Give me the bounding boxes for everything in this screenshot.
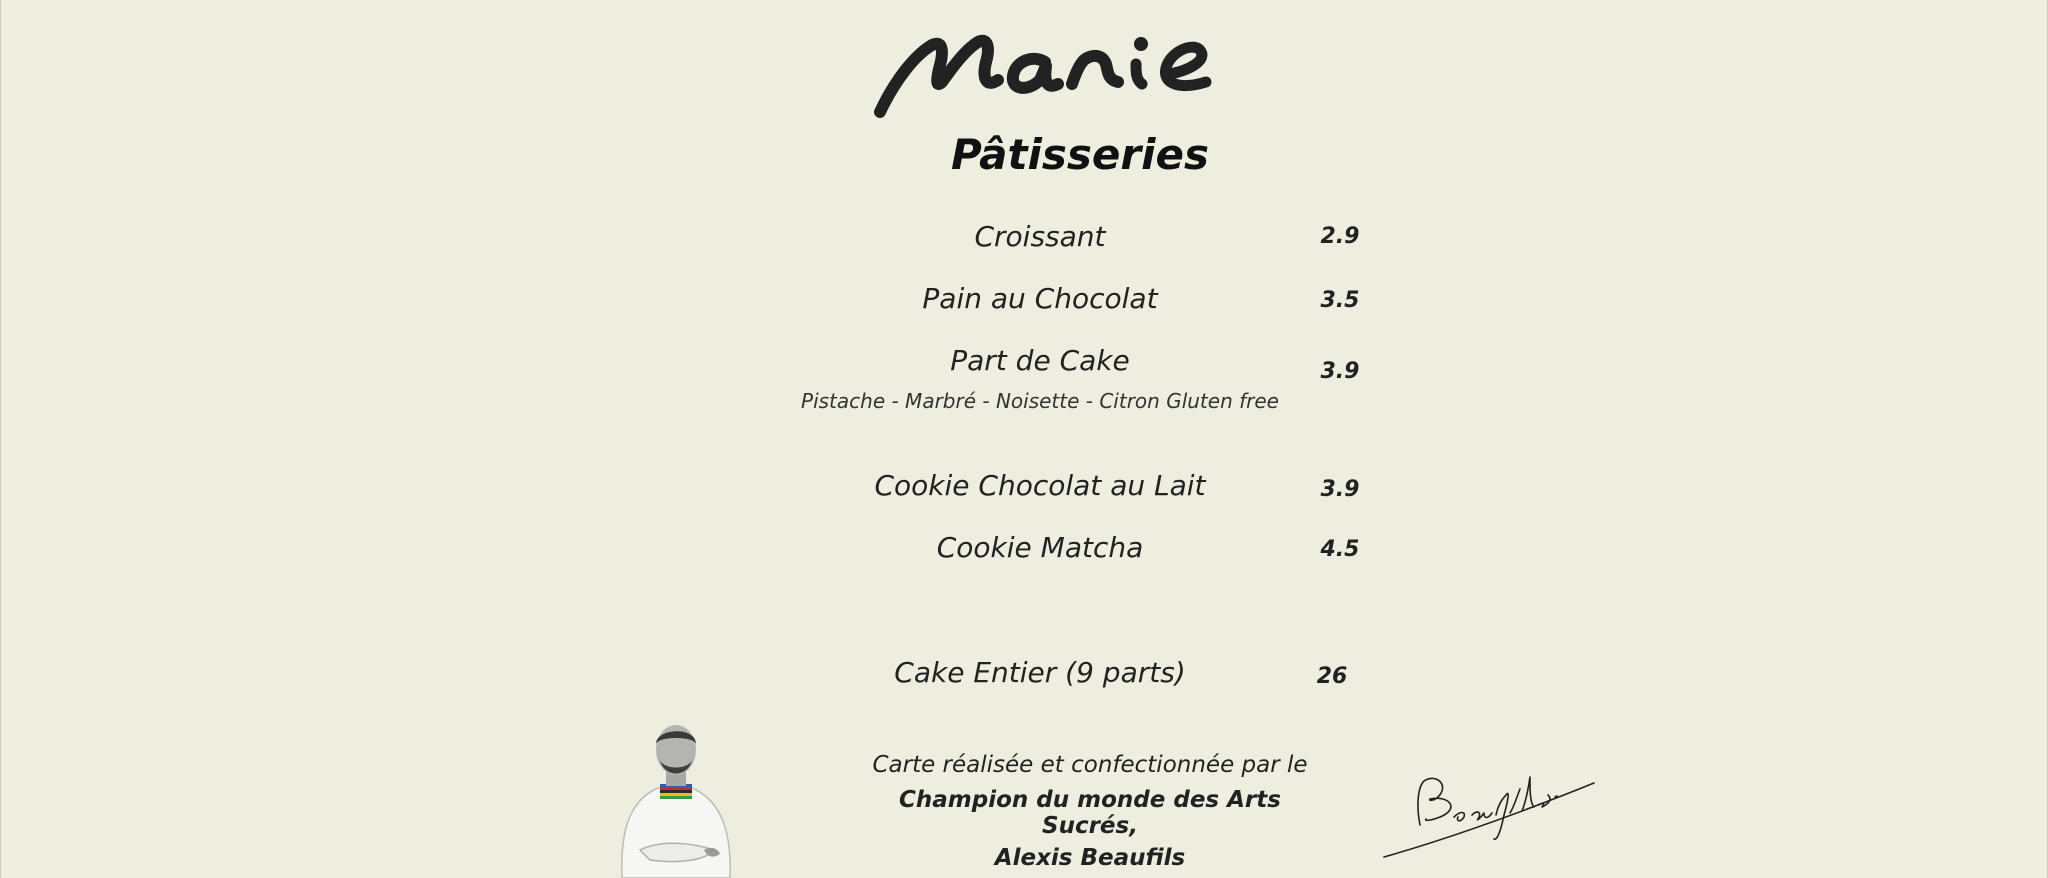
menu-item-price: 3.5 bbox=[1320, 288, 1360, 313]
menu-item-name: Cake Entier (9 parts) bbox=[894, 656, 1186, 689]
menu-item-price: 2.9 bbox=[1320, 224, 1360, 249]
signature bbox=[1380, 755, 1600, 865]
menu-item-price: 3.9 bbox=[1320, 359, 1360, 384]
menu-item-name: Part de Cake bbox=[950, 344, 1130, 377]
menu-item-price: 4.5 bbox=[1320, 537, 1360, 562]
credit-line: Carte réalisée et confectionnée par le bbox=[872, 752, 1308, 778]
chef-name: Alexis Beaufils bbox=[994, 845, 1186, 871]
menu-item-price: 26 bbox=[1316, 664, 1348, 689]
menu-item-name: Croissant bbox=[974, 220, 1106, 253]
chef-photo bbox=[610, 700, 740, 878]
menu-item-name: Cookie Chocolat au Lait bbox=[874, 469, 1206, 502]
manie-logo bbox=[870, 10, 1310, 120]
menu-item-price: 3.9 bbox=[1320, 477, 1360, 502]
menu-item-name: Cookie Matcha bbox=[936, 531, 1144, 564]
menu-item-name: Pain au Chocolat bbox=[922, 282, 1158, 315]
menu-item-description: Pistache - Marbré - Noisette - Citron Gluten free bbox=[801, 389, 1279, 413]
menu-title: Pâtisseries bbox=[951, 130, 1209, 179]
credit-title: Champion du monde des Arts Sucrés, bbox=[899, 787, 1281, 839]
